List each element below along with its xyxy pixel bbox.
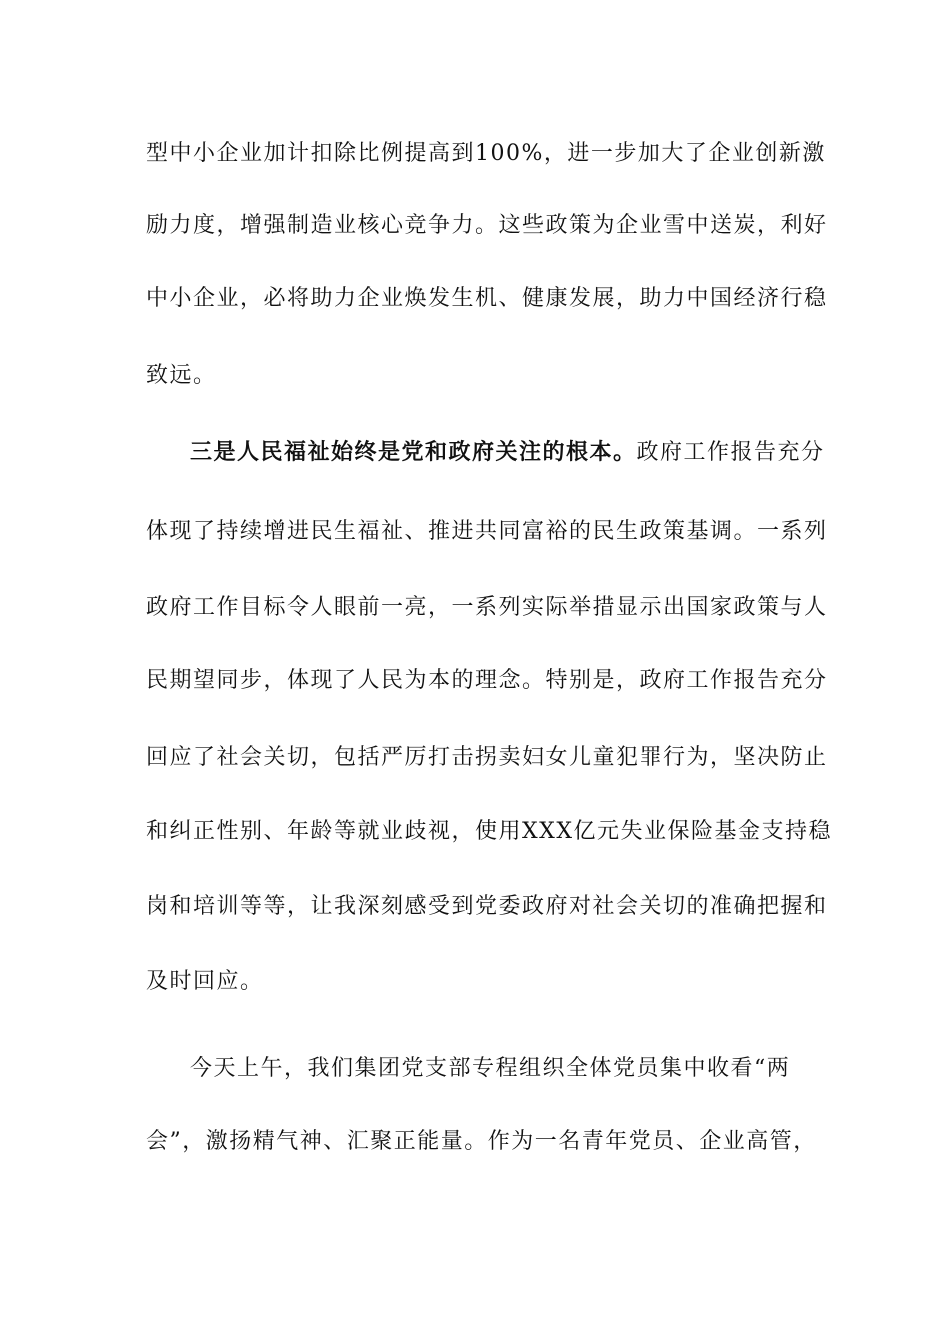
paragraph-line: 体现了持续增进民生福祉、推进共同富裕的民生政策基调。一系列 [146,519,828,544]
paragraph-line: 励力度，增强制造业核心竞争力。这些政策为企业雪中送炭，利好 [146,213,828,238]
paragraph-text: 政府工作报告充分 [636,440,825,465]
paragraph-line: 致远。 [146,363,217,388]
paragraph-line: 中小企业，必将助力企业焕发生机、健康发展，助力中国经济行稳 [146,286,828,311]
paragraph-line: 民期望同步，体现了人民为本的理念。特别是，政府工作报告充分 [146,668,828,693]
paragraph-line: 及时回应。 [146,969,264,994]
paragraph-line: 和纠正性别、年龄等就业歧视，使用XXX亿元失业保险基金支持稳 [146,819,832,844]
paragraph-line: 型中小企业加计扣除比例提高到100%，进一步加大了企业创新激 [146,141,826,166]
paragraph-line: 会”，激扬精气神、汇聚正能量。作为一名青年党员、企业高管， [146,1129,817,1154]
paragraph-line: 政府工作目标令人眼前一亮，一系列实际举措显示出国家政策与人 [146,595,828,620]
paragraph-first-line [190,432,825,472]
paragraph-first-line: 今天上午，我们集团党支部专程组织全体党员集中收看“两 [190,1056,791,1081]
paragraph-line: 岗和培训等等，让我深刻感受到党委政府对社会关切的准确把握和 [146,894,828,919]
paragraph-line: 回应了社会关切，包括严厉打击拐卖妇女儿童犯罪行为，坚决防止 [146,745,828,770]
bold-lead-text: 三是人民福祉始终是党和政府关注的根本。 [190,439,637,465]
